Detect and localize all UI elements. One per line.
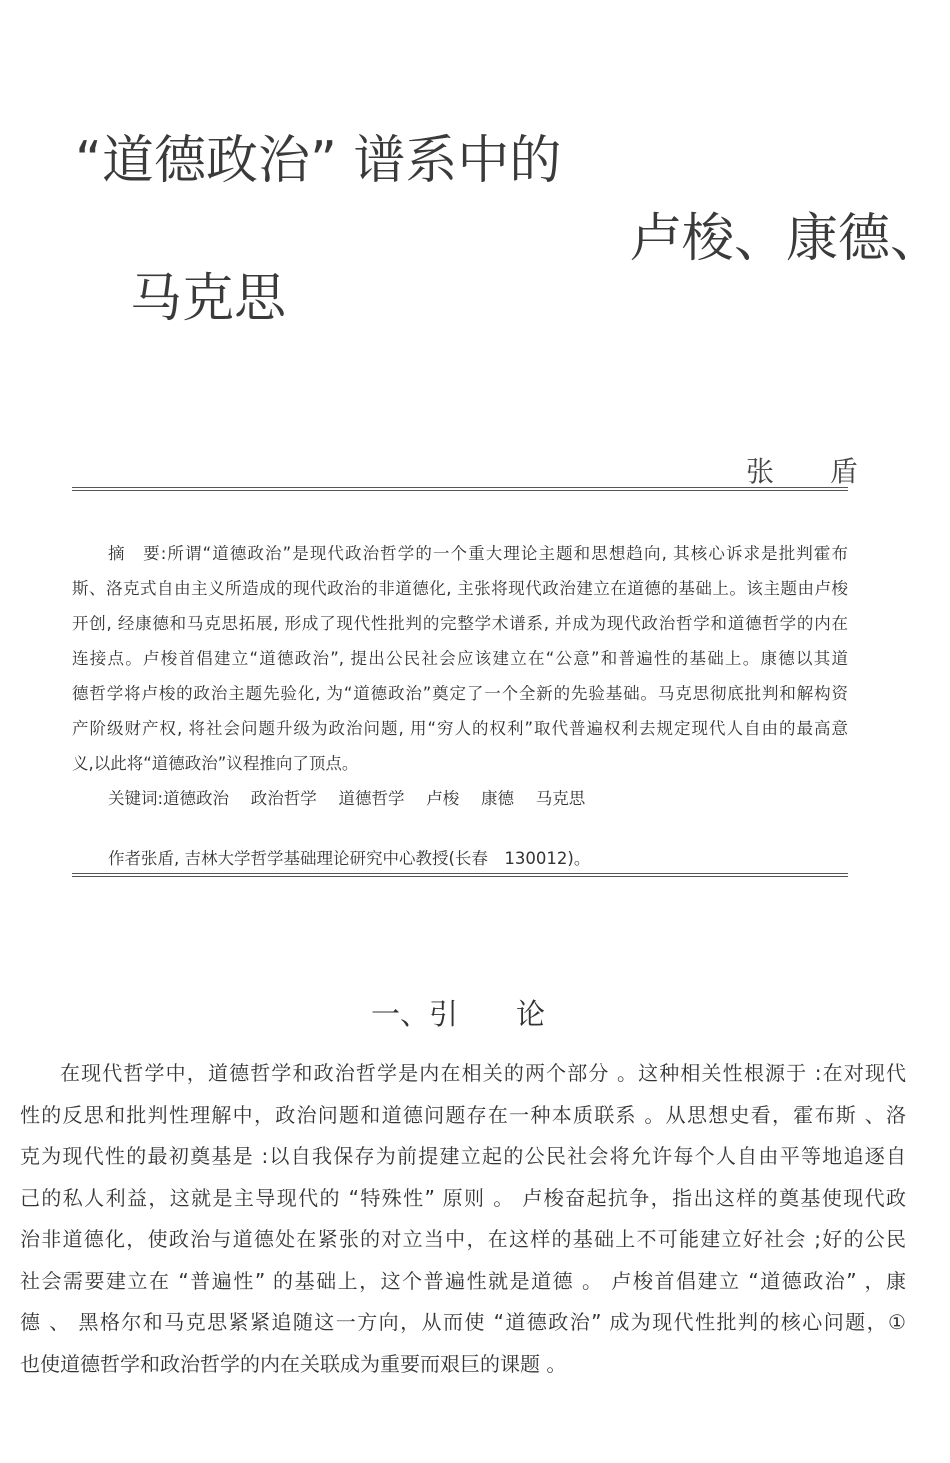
body-line: 在现代哲学中，道德哲学和政治哲学是内在相关的两个部分 。这种相关性根源于 :在对现代 xyxy=(60,1061,906,1085)
keywords: 关键词:道德政治 政治哲学 道德哲学 卢梭 康德 马克思 xyxy=(108,789,586,808)
abstract-line: 连接点。卢梭首倡建立“道德政治”, 提出公民社会应该建立在“公意”和普遍性的基础上。康德以其道 xyxy=(72,649,848,668)
top-divider xyxy=(72,487,848,491)
body-line: 社会需要建立在 “普遍性” 的基础上，这个普遍性就是道德 。 卢梭首倡建立 “道德政治” ，康 xyxy=(20,1268,906,1293)
title-line-3: 马克思 xyxy=(130,269,287,329)
section-heading: 一、引 论 xyxy=(370,997,545,1031)
bottom-divider xyxy=(72,873,848,877)
author-name: 张 盾 xyxy=(745,455,858,488)
abstract-line: 斯、洛克式自由主义所造成的现代政治的非道德化, 主张将现代政治建立在道德的基础上。该主题由卢梭 xyxy=(72,579,848,598)
abstract-line: 德哲学将卢梭的政治主题先验化, 为“道德政治”奠定了一个全新的先验基础。马克思彻底批判和解构资 xyxy=(72,684,848,703)
author-note: 作者张盾, 吉林大学哲学基础理论研究中心教授(长春 130012)。 xyxy=(108,849,591,868)
title-line-2: 卢梭、康德、 xyxy=(630,209,943,269)
abstract-line: 义,以此将“道德政治”议程推向了顶点。 xyxy=(72,754,359,773)
body-text xyxy=(20,1053,906,1385)
title-line-1: “道德政治” 谱系中的 xyxy=(75,131,562,191)
abstract-line: 开创, 经康德和马克思拓展, 形成了现代性批判的完整学术谱系, 并成为现代政治哲学和道德哲学的内在 xyxy=(72,614,848,633)
body-line: 克为现代性的最初奠基是 :以自我保存为前提建立起的公民社会将允许每个人自由平等地追逐自 xyxy=(20,1144,906,1168)
body-line: 德 、 黑格尔和马克思紧紧追随这一方向，从而使 “道德政治” 成为现代性批判的核心问题，① xyxy=(20,1310,906,1334)
body-line: 性的反思和批判性理解中，政治问题和道德问题存在一种本质联系 。从思想史看，霍布斯 、洛 xyxy=(20,1102,906,1127)
body-line: 也使道德哲学和政治哲学的内在关联成为重要而艰巨的课题 。 xyxy=(20,1351,567,1376)
body-line: 己的私人利益，这就是主导现代的 “特殊性” 原则 。 卢梭奋起抗争，指出这样的奠基使现代政 xyxy=(20,1185,906,1210)
abstract xyxy=(72,536,848,876)
abstract-line: 摘 要:所谓“道德政治”是现代政治哲学的一个重大理论主题和思想趋向, 其核心诉求是批判霍布 xyxy=(108,544,848,563)
abstract-line: 产阶级财产权, 将社会问题升级为政治问题, 用“穷人的权利”取代普遍权利去规定现代人自由的最高意 xyxy=(72,719,848,738)
body-line: 治非道德化，使政治与道德处在紧张的对立当中，在这样的基础上不可能建立好社会 ;好的公民 xyxy=(20,1227,906,1251)
